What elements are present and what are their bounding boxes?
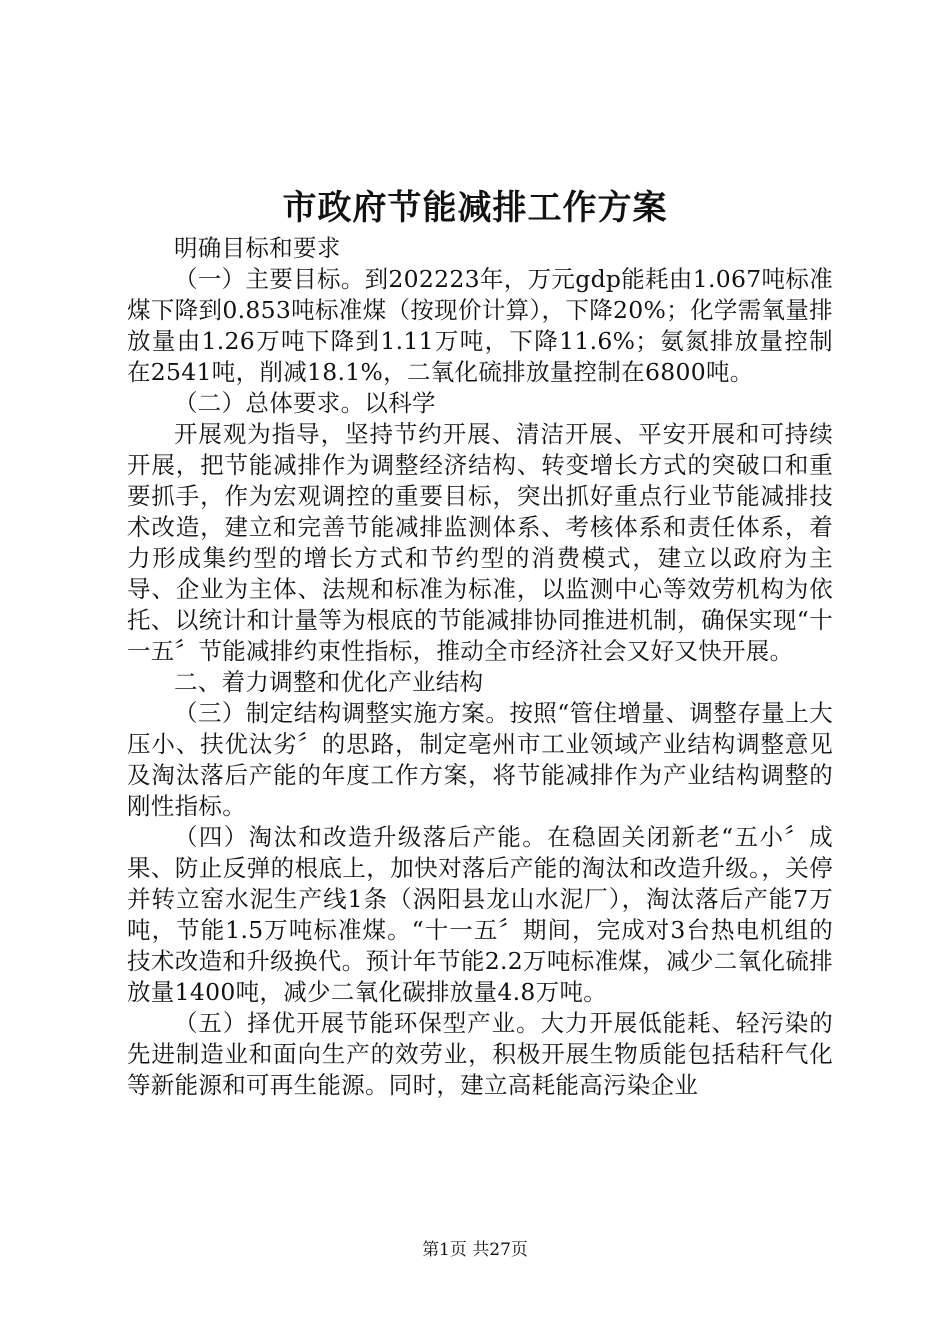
paragraph-eliminate-backward-capacity: （四）淘汰和改造升级落后产能。在稳固关闭新老“五小〞成果、防止反弹的根底上，加快对落后产能的淘汰和改造升级。，关停并转立窑水泥生产线1条（涡阳县龙山水泥厂），淘汰落后产能7万吨，节能1.5万吨标准煤。“十一五〞期间，完成对3台热电机组的技术改造和升级换代。预计年节能2.2万吨标准煤，减少二氧化硫排放量1400吨，减少二氧化碳排放量4.8万吨。 — [127, 823, 833, 1006]
paragraph-main-targets: （一）主要目标。到202223年，万元gdp能耗由1.067吨标准煤下降到0.853吨标准煤（按现价计算），下降20%；化学需氧量排放量由1.26万吨下降到1.11万吨，下降11.6%；氨氮排放量控制在2541吨，削减18.1%，二氧化硫排放量控制在6800吨。 — [127, 265, 833, 386]
page-footer: 第1页 共27页 — [422, 1240, 528, 1260]
document-title: 市政府节能减排工作方案 — [282, 188, 668, 228]
paragraph-general-requirements: （二）总体要求。以科学 — [174, 389, 436, 417]
paragraph-heading-industrial-structure: 二、着力调整和优化产业结构 — [174, 668, 484, 696]
paragraph-structural-adjustment-plan: （三）制定结构调整实施方案。按照“管住增量、调整存量上大压小、扶优汰劣〞的思路，制定亳州市工业领域产业结构调整意见及淘汰落后产能的年度工作方案，将节能减排作为产业结构调整的刚性指标。 — [127, 699, 833, 820]
document-body — [127, 233, 833, 1101]
paragraph-heading-goals: 明确目标和要求 — [174, 234, 341, 262]
paragraph-guiding-principles: 开展观为指导，坚持节约开展、清洁开展、平安开展和可持续开展，把节能减排作为调整经济结构、转变增长方式的突破口和重要抓手，作为宏观调控的重要目标，突出抓好重点行业节能减排技术改造，建立和完善节能减排监测体系、考核体系和责任体系，着力形成集约型的增长方式和节约型的消费模式，建立以政府为主导、企业为主体、法规和标准为标准，以监测中心等效劳机构为依托、以统计和计量等为根底的节能减排协同推进机制，确保实现“十一五〞节能减排约束性指标，推动全市经济社会又好又快开展。 — [127, 420, 833, 665]
paragraph-green-industries: （五）择优开展节能环保型产业。大力开展低能耗、轻污染的先进制造业和面向生产的效劳业，积极开展生物质能包括秸秆气化等新能源和可再生能源。同时，建立高耗能高污染企业 — [127, 1009, 833, 1099]
